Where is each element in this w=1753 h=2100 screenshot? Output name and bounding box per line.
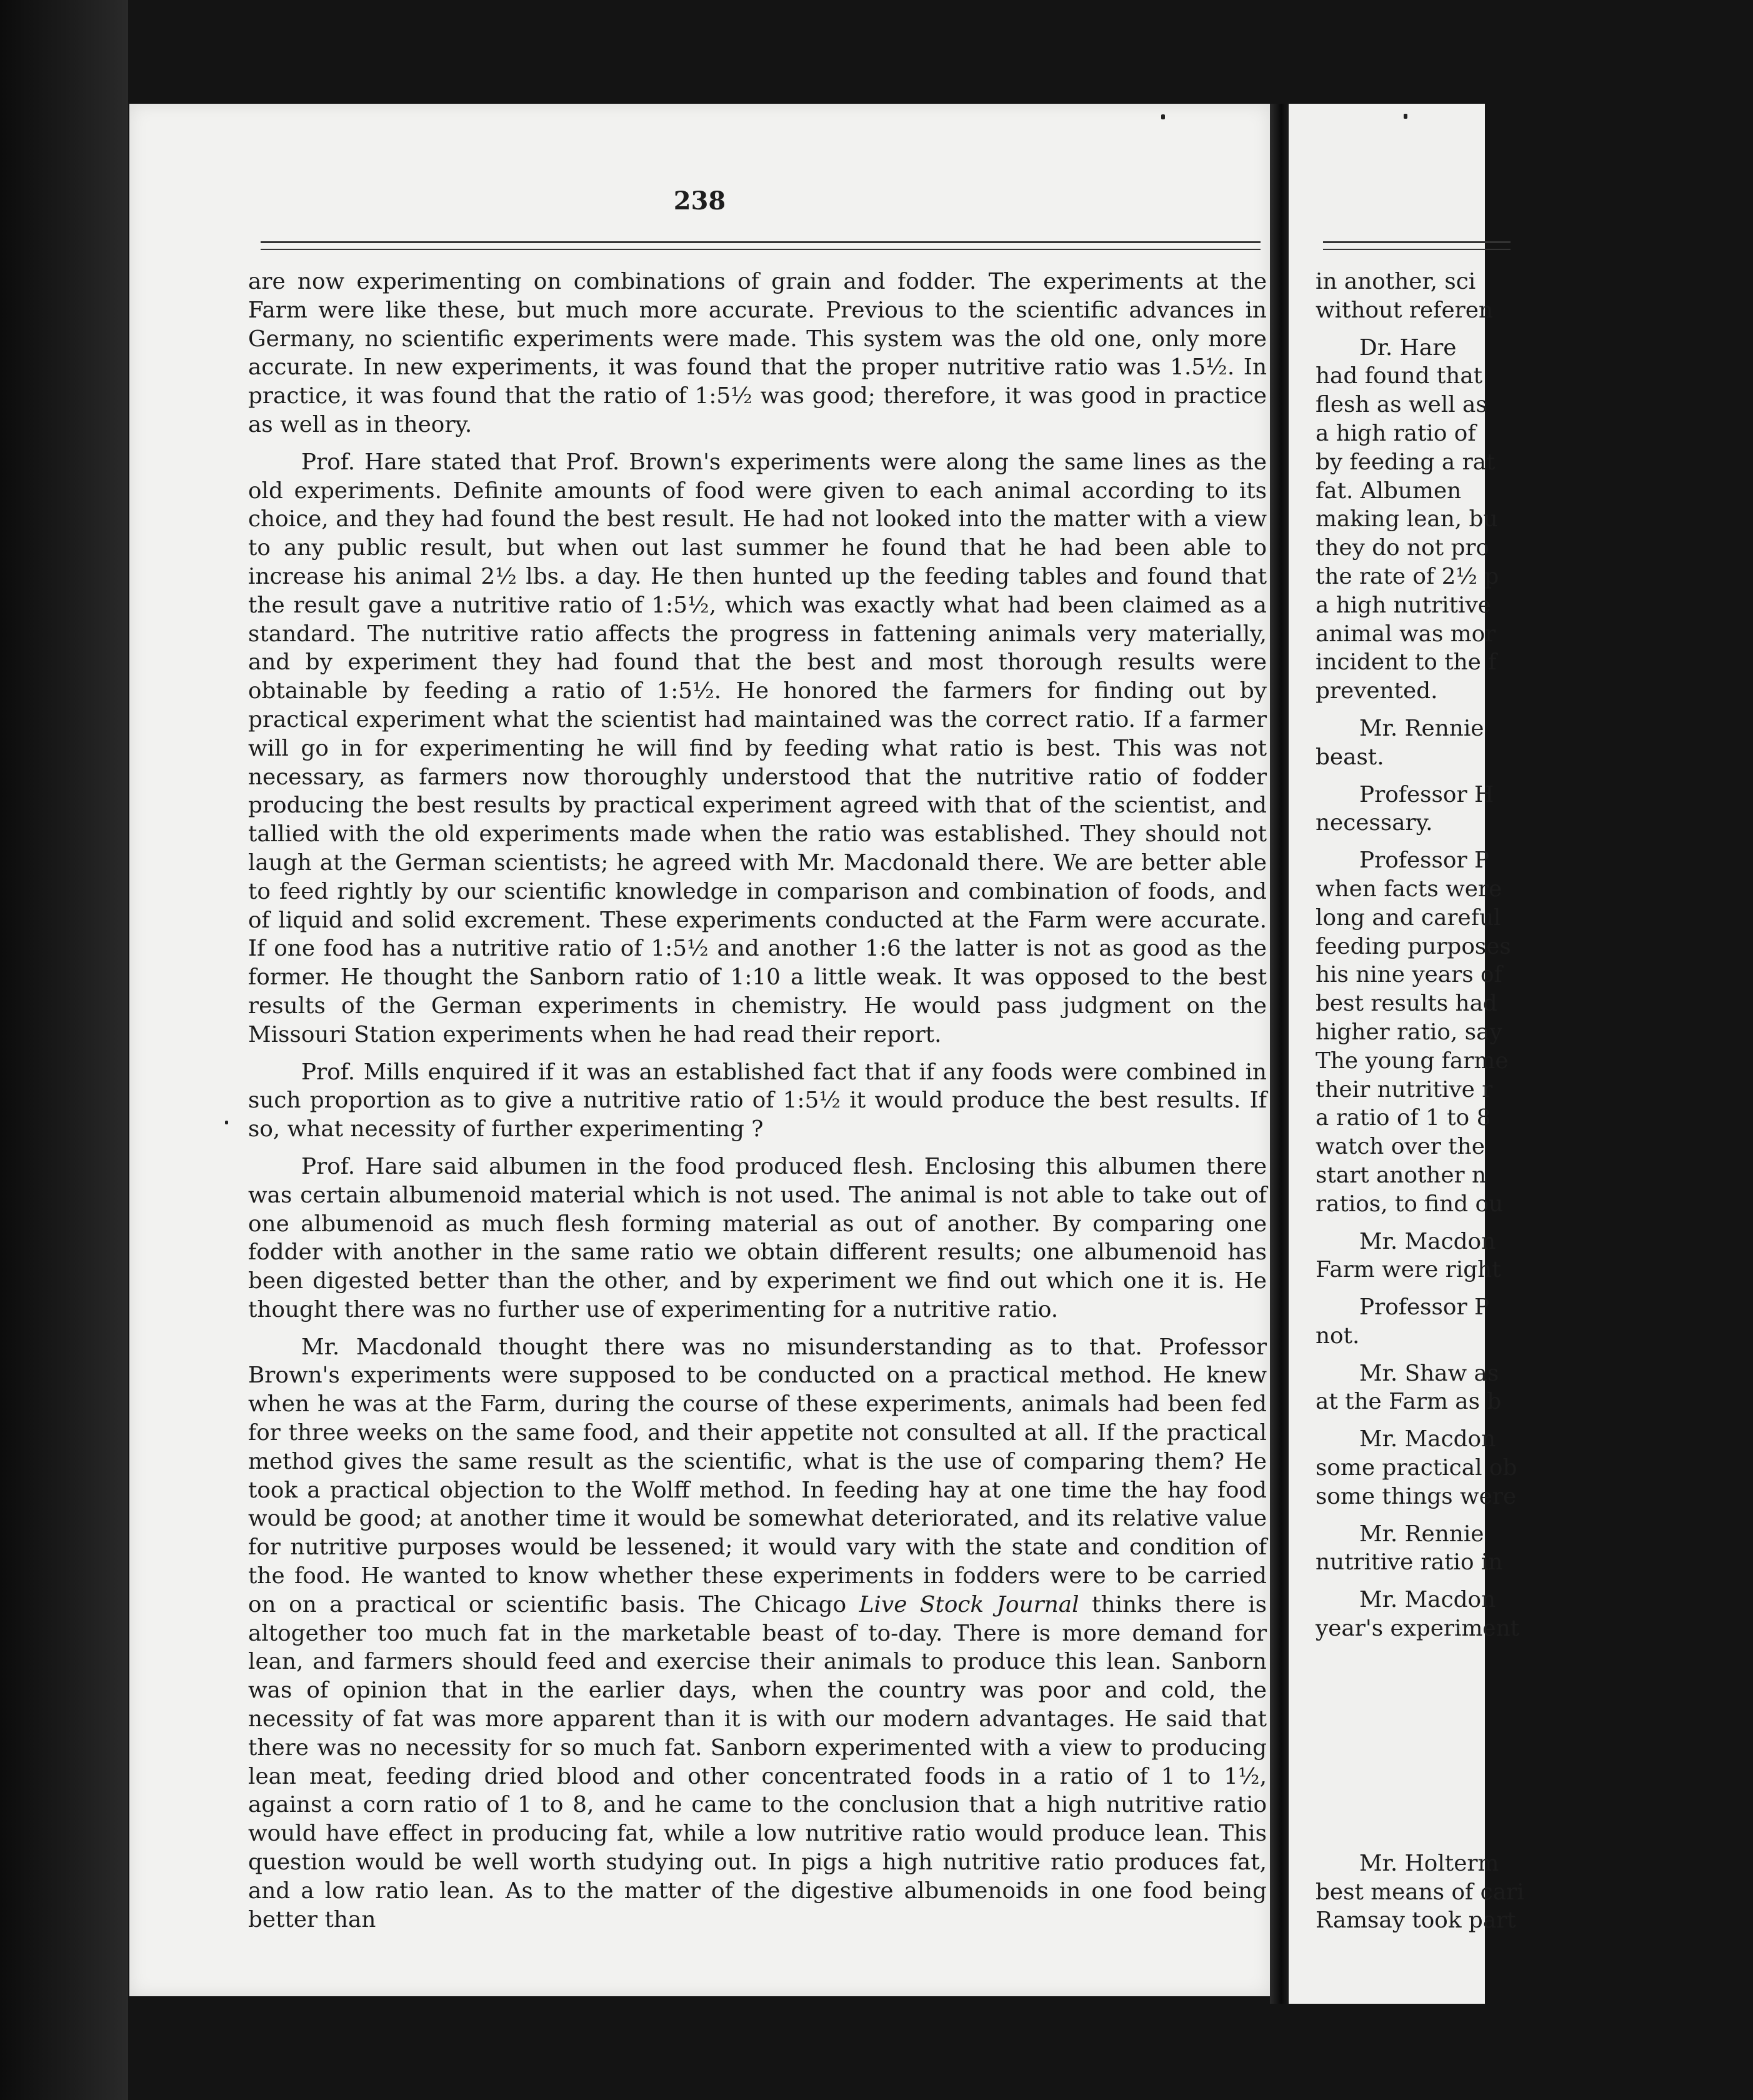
right-page-line: Farm were right [1316,1257,1501,1283]
paragraph-gap [1316,1219,1753,1228]
paragraph: Prof. Hare stated that Prof. Brown's experiments were along the same lines as the old experiments. Definite amounts of food were given to each animal according to its choice, and they had found the best result. He had not looked into the matter with a view to any public result, but when out last summer he found that he had been able to increase his animal 2½ lbs. a day. He then hunted up the feeding tables and found that the result gave a nutritive ratio of 1:5½, which was exactly what had been claimed as a standard. The nutritive ratio affects the progress in fattening animals very materially, and by experiment they had found that the best and most thorough results were obtainable by feeding a ratio of 1:5½. He honored the farmers for finding out by practical experiment what the scientist had maintained was the correct ratio. If a farmer will go in for experimenting he will find by feeding what ratio is best. This was not necessary, as farmers now thoroughly understood that the nutritive ratio of fodder producing the best results by practical experiment agreed with that of the scientist, and tallied with the old experiments made when the ratio was established. They should not laugh at the German scientists; he agreed with Mr. Macdonald there. We are better able to feed rightly by our scientific knowledge in comparison and combination of foods, and of liquid and solid excrement. These experiments conducted at the Farm were accurate. If one food has a nutritive ratio of 1:5½ and another 1:6 the latter is not as good as the former. He thought the Sanborn ratio of 1:10 a little weak. It was opposed to the best results of the German experiments in chemistry. He would pass judgment on the Missouri Station experiments when he had read their report. [248,449,1267,1048]
right-page-line: their nutritive r [1316,1076,1493,1102]
paragraph: Prof. Hare said albumen in the food produced flesh. Enclosing this albumen there was certain albumenoid material which is not used. The animal is not able to take out of one albumenoid as much flesh forming material as out of another. By comparing one fodder with another in the same ratio we obtain different results; one albumenoid has been digested better than the other, and by experiment we find out which one it is. He thought there was no further use of experimenting for a nutritive ratio. [248,1153,1267,1322]
paragraph-gap [1316,706,1753,714]
paragraph-gap [1316,772,1753,781]
right-page-line: watch over the [1316,1134,1485,1160]
right-page-line: best results had [1316,991,1497,1017]
right-page-line: Dr. Hare [1359,334,1457,361]
right-page-line: when facts were [1316,876,1502,902]
right-page-line: they do not pro [1316,535,1490,561]
right-page-line: prevented. [1316,678,1438,704]
right-page-line: necessary. [1316,810,1433,836]
paragraph-text: thinks there is altogether too much fat in the marketable beast of to-day. There is more demand for lean, and farmers should feed and exercise their animals to produce this lean. Sanborn was of opinion that in the earlier days, when the country was poor and cold, the necessity of fat was more apparent than it is with our modern advantages. He said that there was no necessity for so much fat. Sanborn experimented with a view to producing lean meat, feeding dried blood and other concentrated foods in a ratio of 1 to 1½, against a corn ratio of 1 to 8, and he came to the conclusion that a high nutritive ratio would have effect in producing fat, while a low nutritive ratio would produce lean. This question would be well worth studying out. In pigs a high nutritive ratio produces fat, and a low ratio lean. As to the matter of the digestive albumenoids in one food being better than [248,1591,1267,1932]
page-body [248,268,1267,1934]
right-page-line: Mr. Shaw as [1359,1360,1499,1386]
right-page-line: Mr. Macdon [1359,1426,1496,1452]
paragraph [248,1333,1267,1934]
right-page-line: best means of cari [1316,1879,1524,1905]
right-page-line: at the Farm as b [1316,1389,1502,1415]
right-page-line: Mr. Macdon [1359,1228,1496,1254]
right-page-line: Mr. Rennie [1359,715,1484,741]
right-page-line: a high nutritive [1316,592,1491,618]
header-rule-thin [261,249,1261,250]
header-rule-thin [1323,249,1511,250]
print-speck [1161,114,1165,119]
journal-title: Live Stock Journal [859,1591,1079,1618]
right-page-line: Ramsay took part [1316,1908,1516,1934]
right-page-text [1316,268,1753,1935]
right-page-line: Professor P [1359,1294,1490,1321]
right-page-line: without referen [1316,297,1493,323]
paragraph-gap [1316,325,1753,334]
right-page-line: a ratio of 1 to 8 [1316,1105,1491,1131]
right-page-line: in another, sci [1316,269,1476,294]
right-page-line: higher ratio, say [1316,1019,1502,1045]
paragraph: are now experimenting on combinations of grain and fodder. The experiments at the Farm were like these, but much more accurate. Previous to the scientific advances in Germany, no scientific experiments were made. This system was the old one, only more accurate. In new experiments, it was found that the proper nutritive ratio was 1.5½. In practice, it was found that the ratio of 1:5½ was good; therefore, it was good in practice as well as in theory. [248,269,1267,438]
page-gutter [1270,104,1289,2004]
right-page-line: nutritive ratio in [1316,1549,1503,1576]
paragraph-gap [1316,1351,1753,1359]
paragraph-gap [1316,1511,1753,1520]
left-page [129,104,1270,1996]
right-page-line: animal was mor [1316,621,1496,647]
paragraph-gap [1316,1577,1753,1586]
right-page-line: Professor P [1359,848,1490,874]
right-page-line: ratios, to find ou [1316,1191,1504,1217]
right-page-line: The young farme [1316,1048,1509,1074]
right-page-line: start another n [1316,1162,1487,1188]
right-page-line: had found that [1316,363,1483,389]
right-page-line: fat. Albumen [1316,478,1462,504]
book-edge-left [0,0,128,2100]
right-page-line: some practical ob [1316,1455,1517,1481]
right-page-line: Mr. Holterm [1359,1850,1499,1876]
header-rule [1323,241,1511,243]
right-page-line: Professor H [1359,781,1494,808]
print-speck [225,1121,228,1124]
right-page-line: feeding purposes [1316,933,1511,959]
right-page-line: some things were [1316,1483,1517,1509]
paragraph-gap [1316,838,1753,846]
right-page-line: the rate of 2½ p [1316,563,1499,589]
right-page-line: incident to the f [1316,649,1497,676]
right-page-line: long and careful [1316,904,1501,931]
right-page-line: his nine years of [1316,962,1502,988]
print-speck [1404,114,1407,119]
paragraph-gap [1316,1284,1753,1293]
right-page-line: by feeding a rat [1316,449,1496,475]
paragraph: Prof. Mills enquired if it was an established fact that if any foods were combined in such proportion as to give a nutritive ratio of 1:5½ it would produce the best results. If so, what necessity of further experimenting ? [248,1059,1267,1142]
right-page [1289,104,1524,2004]
header-rule [261,241,1261,243]
right-page-line: Mr. Rennie [1359,1521,1484,1547]
right-page-line: flesh as well as [1316,392,1487,418]
right-page-line: making lean, bu [1316,506,1498,532]
right-page-line: beast. [1316,744,1384,770]
paragraph-gap [1316,1416,1753,1425]
paragraph-gap [1316,1643,1753,1849]
page-number: 238 [673,186,726,216]
right-page-line: a high ratio of [1316,420,1476,446]
right-page-line: year's experiment [1316,1616,1520,1642]
right-page-line: not. [1316,1322,1360,1349]
right-page-line: Mr. Macdon [1359,1587,1496,1613]
paragraph-text: Mr. Macdonald thought there was no misunderstanding as to that. Professor Brown's experiments were supposed to be conducted on a practical method. He knew when he was at the Farm, during the course of these experiments, animals had been fed for three weeks on the same food, and their appetite not consulted at all. If the practical method gives the same result as the scientific, what is the use of comparing them? He took a practical objection to the Wolff method. In feeding hay at one time the hay food would be good; at another time it would be somewhat deteriorated, and its relative value for nutritive purposes would be lessened; it would vary with the state and condition of the food. He wanted to know whether these experiments in fodders were to be carried on on a practical or scientific basis. The Chicago [248,1334,1267,1618]
